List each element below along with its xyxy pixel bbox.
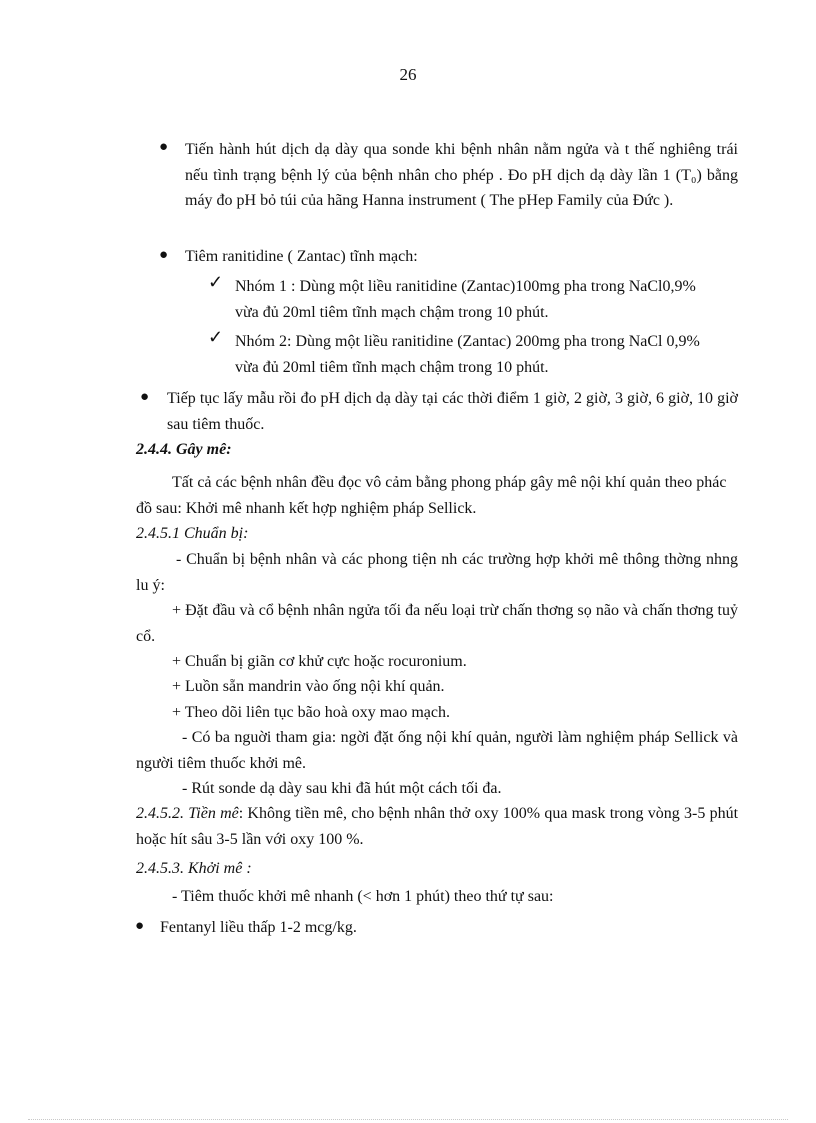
list-item-oxygen-monitoring: + Theo dõi liên tục bão hoà oxy mao mạch.	[172, 704, 450, 721]
page-bottom-rule	[28, 1119, 788, 1120]
premedication-text: : Không tiền mê, cho bệnh nhân thở oxy 100% qua mask trong vòng 3-5 phút hoặc hít sâu 3-5 lần với oxy 100 %.	[136, 805, 739, 848]
bullet-paragraph-fentanyl: Fentanyl liều thấp 1-2 mcg/kg.	[160, 919, 357, 936]
bullet-paragraph-suction: Tiến hành hút dịch dạ dày qua sonde khi bệnh nhân nằm ngửa và t thế nghiêng trái nếu tình trạng bệnh lý của bệnh nhân cho phép . Đo pH dịch dạ dày lần 1 (T₀) bằng máy đo pH bỏ túi của hãng Hanna instrument ( The pHep Family của Đức ).	[185, 141, 738, 209]
paragraph-preparation: - Chuẩn bị bệnh nhân và các phong tiện nh các trường hợp khởi mê thông thờng nhng lu ý:	[136, 551, 738, 594]
paragraph-induction: - Tiêm thuốc khởi mê nhanh (< hơn 1 phút) theo thứ tự sau:	[172, 888, 554, 905]
subsection-heading-2-4-5-3: 2.4.5.3. Khởi mê :	[136, 860, 252, 877]
list-item-mandrin: + Luồn sẵn mandrin vào ống nội khí quản.	[172, 678, 445, 695]
check-item-group-1: Nhóm 1 : Dùng một liều ranitidine (Zantac)100mg pha trong NaCl0,9% vừa đủ 20ml tiêm tĩnh mạch chậm trong 10 phút.	[235, 278, 696, 321]
page-number: 26	[399, 65, 417, 84]
bullet-paragraph-sampling: Tiếp tục lấy mẫu rồi đo pH dịch dạ dày tại các thời điểm 1 giờ, 2 giờ, 3 giờ, 6 giờ, 10 giờ sau tiêm thuốc.	[167, 390, 738, 433]
check-item-group-2: Nhóm 2: Dùng một liều ranitidine (Zantac) 200mg pha trong NaCl 0,9% vừa đủ 20ml tiêm tĩnh mạch chậm trong 10 phút.	[235, 333, 700, 376]
bullet-paragraph-ranitidine: Tiêm ranitidine ( Zantac) tĩnh mạch:	[185, 248, 418, 265]
paragraph-premedication	[136, 801, 738, 852]
list-item-muscle-relaxant: + Chuẩn bị giãn cơ khử cực hoặc rocuronium.	[172, 653, 467, 670]
checkmark-icon: ✓	[208, 272, 224, 292]
bullet-icon: ●	[140, 389, 150, 405]
checkmark-icon: ✓	[208, 327, 224, 347]
section-heading-2-4-4: 2.4.4. Gây mê:	[136, 441, 232, 458]
bullet-icon: ●	[135, 918, 145, 934]
paragraph-participants: - Có ba nguời tham gia: ngời đặt ống nội khí quản, người làm nghiệm pháp Sellick và người tiêm thuốc khởi mê.	[136, 729, 738, 772]
list-item-remove-sonde: - Rút sonde dạ dày sau khi đã hút một cách tối đa.	[182, 780, 502, 797]
bullet-icon: ●	[159, 139, 169, 155]
subsection-heading-2-4-5-2: 2.4.5.2. Tiền mê	[136, 805, 239, 822]
paragraph-head-position: + Đặt đầu và cổ bệnh nhân ngửa tối đa nếu loại trừ chấn thơng sọ não và chấn thơng tuỷ cổ.	[136, 602, 738, 645]
subsection-heading-2-4-5-1: 2.4.5.1 Chuẩn bị:	[136, 525, 249, 542]
bullet-icon: ●	[159, 247, 169, 263]
paragraph-anesthesia-intro: Tất cả các bệnh nhân đều đọc vô cảm bằng phong pháp gây mê nội khí quản theo phác đồ sau: Khởi mê nhanh kết hợp nghiệm pháp Sellick.	[136, 474, 727, 517]
